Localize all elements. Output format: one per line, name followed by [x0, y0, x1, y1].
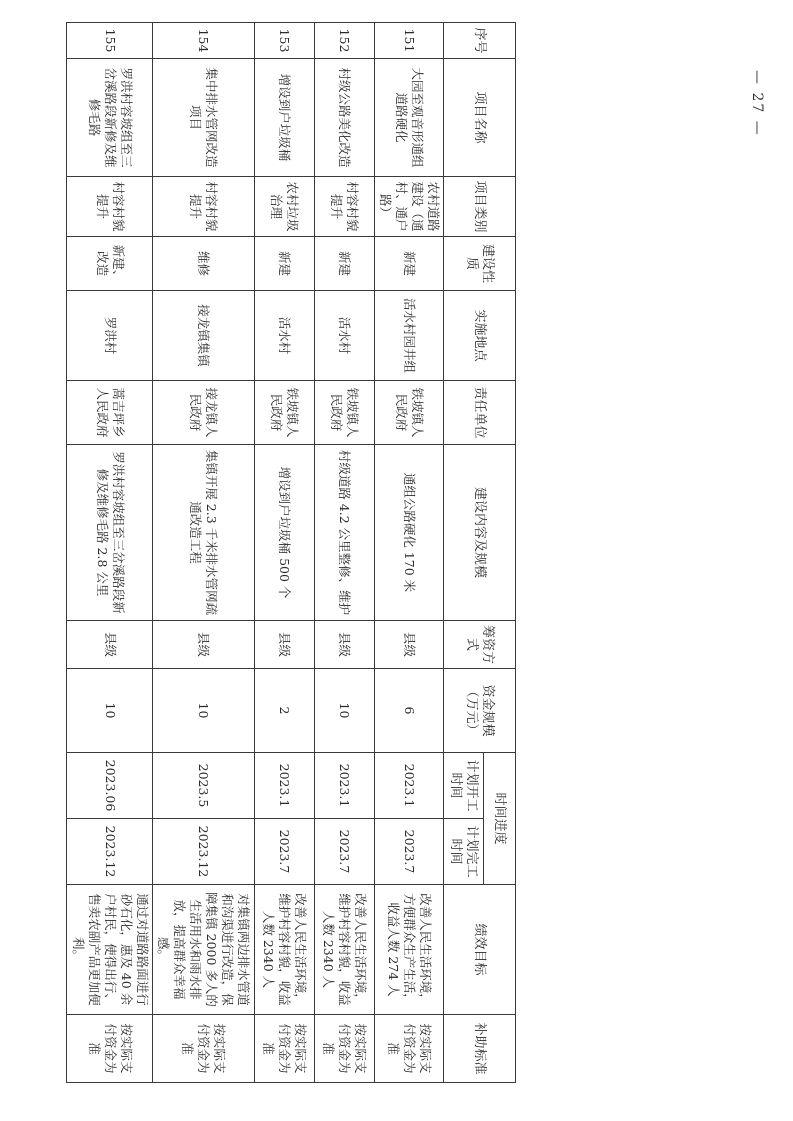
- header-location: 实施地点: [444, 291, 516, 381]
- cell-end: 2023.7: [254, 819, 314, 885]
- cell-funding: 县级: [67, 621, 153, 669]
- table-row: [374, 23, 443, 1083]
- cell-category: 村容村貌提升: [314, 177, 374, 237]
- header-funding: 筹资方式: [444, 621, 516, 669]
- cell-funding: 县级: [314, 621, 374, 669]
- cell-standard: 按实际支付资金为准: [153, 1015, 254, 1083]
- cell-seq: 154: [153, 23, 254, 59]
- cell-content: 集镇开展 2.3 千米排水管网疏通改造工程: [153, 445, 254, 621]
- header-goal: 绩效目标: [444, 885, 516, 1015]
- cell-name: 村级公路美化改造: [314, 59, 374, 177]
- cell-seq: 155: [67, 23, 153, 59]
- cell-nature: 新建: [314, 237, 374, 291]
- cell-nature: 新建: [254, 237, 314, 291]
- cell-category: 村容村貌提升: [67, 177, 153, 237]
- cell-name: 罗洪村容坡组至三岔溪路段新修及维修毛路: [67, 59, 153, 177]
- cell-seq: 151: [374, 23, 443, 59]
- cell-goal: 通过对道路路面进行砂石化，惠及 40 余户村民，使得出行、售卖农副产品更加便利。: [67, 885, 153, 1015]
- cell-scale: 6: [374, 669, 443, 753]
- cell-unit: 蒿吉坪乡人民政府: [67, 381, 153, 445]
- cell-name: 大园至观音形通组道路硬化: [374, 59, 443, 177]
- cell-nature: 新建: [374, 237, 443, 291]
- cell-category: 农村道路建设（通村、通户路）: [374, 177, 443, 237]
- header-row-1: [484, 23, 516, 1083]
- cell-content: 村级道路 4.2 公里整修、维护: [314, 445, 374, 621]
- header-standard: 补助标准: [444, 1015, 516, 1083]
- cell-start: 2023.5: [153, 753, 254, 819]
- header-scale: 资金规模（万元）: [444, 669, 516, 753]
- table-row: [67, 23, 153, 1083]
- cell-end: 2023.12: [67, 819, 153, 885]
- cell-scale: 10: [153, 669, 254, 753]
- cell-unit: 接龙镇人民政府: [153, 381, 254, 445]
- table-row: [254, 23, 314, 1083]
- cell-content: 罗洪村容坡组至三岔溪路段新修及维修毛路 2.8 公里: [67, 445, 153, 621]
- cell-location: 活水村: [314, 291, 374, 381]
- cell-goal: 对集镇两边排水管道和沟渠进行改造，保障集镇 2000 多人的生活用水和雨水排放，提高群众幸福感。: [153, 885, 254, 1015]
- header-nature: 建设性质: [444, 237, 516, 291]
- cell-start: 2023.1: [254, 753, 314, 819]
- header-end: 计划完工时间: [444, 819, 484, 885]
- cell-goal: 改善人民生活环境，维护村容村貌，收益人数 2340 人: [254, 885, 314, 1015]
- cell-standard: 按实际支付资金为准: [314, 1015, 374, 1083]
- header-time-group: 时间进度: [484, 753, 516, 885]
- cell-location: 活水村园井组: [374, 291, 443, 381]
- cell-funding: 县级: [374, 621, 443, 669]
- cell-goal: 改善人民生活环境，维护村容村貌，收益人数 2340 人: [314, 885, 374, 1015]
- rotated-table-container: [66, 22, 516, 1082]
- cell-unit: 铁坡镇人民政府: [374, 381, 443, 445]
- cell-scale: 10: [67, 669, 153, 753]
- table-row: [314, 23, 374, 1083]
- cell-standard: 按实际支付资金为准: [67, 1015, 153, 1083]
- cell-location: 活水村: [254, 291, 314, 381]
- header-category: 项目类别: [444, 177, 516, 237]
- header-seq: 序号: [444, 23, 516, 59]
- cell-standard: 按实际支付资金为准: [254, 1015, 314, 1083]
- cell-name: 增设到户垃圾桶: [254, 59, 314, 177]
- cell-end: 2023.7: [314, 819, 374, 885]
- cell-name: 集中排水管网改造项目: [153, 59, 254, 177]
- cell-category: 农村垃圾治理: [254, 177, 314, 237]
- cell-standard: 按实际支付资金为准: [374, 1015, 443, 1083]
- cell-unit: 铁坡镇人民政府: [254, 381, 314, 445]
- cell-category: 村容村貌提升: [153, 177, 254, 237]
- header-name: 项目名称: [444, 59, 516, 177]
- cell-end: 2023.12: [153, 819, 254, 885]
- cell-nature: 维修: [153, 237, 254, 291]
- header-content: 建设内容及规模: [444, 445, 516, 621]
- cell-location: 罗洪村: [67, 291, 153, 381]
- page-number: — 27 —: [749, 70, 765, 137]
- cell-scale: 10: [314, 669, 374, 753]
- cell-goal: 改善人民生活环境，方便群众生产生活，收益人数 274 人: [374, 885, 443, 1015]
- cell-location: 接龙镇集镇: [153, 291, 254, 381]
- cell-start: 2023.1: [314, 753, 374, 819]
- table-row: [153, 23, 254, 1083]
- header-start: 计划开工时间: [444, 753, 484, 819]
- cell-seq: 152: [314, 23, 374, 59]
- header-unit: 责任单位: [444, 381, 516, 445]
- cell-start: 2023.06: [67, 753, 153, 819]
- project-table: [66, 22, 516, 1083]
- cell-content: 增设到户垃圾桶 500 个: [254, 445, 314, 621]
- cell-content: 通组公路硬化 170 米: [374, 445, 443, 621]
- cell-seq: 153: [254, 23, 314, 59]
- cell-scale: 2: [254, 669, 314, 753]
- cell-funding: 县级: [254, 621, 314, 669]
- cell-funding: 县级: [153, 621, 254, 669]
- cell-unit: 铁坡镇人民政府: [314, 381, 374, 445]
- cell-end: 2023.7: [374, 819, 443, 885]
- cell-nature: 新建、改造: [67, 237, 153, 291]
- cell-start: 2023.1: [374, 753, 443, 819]
